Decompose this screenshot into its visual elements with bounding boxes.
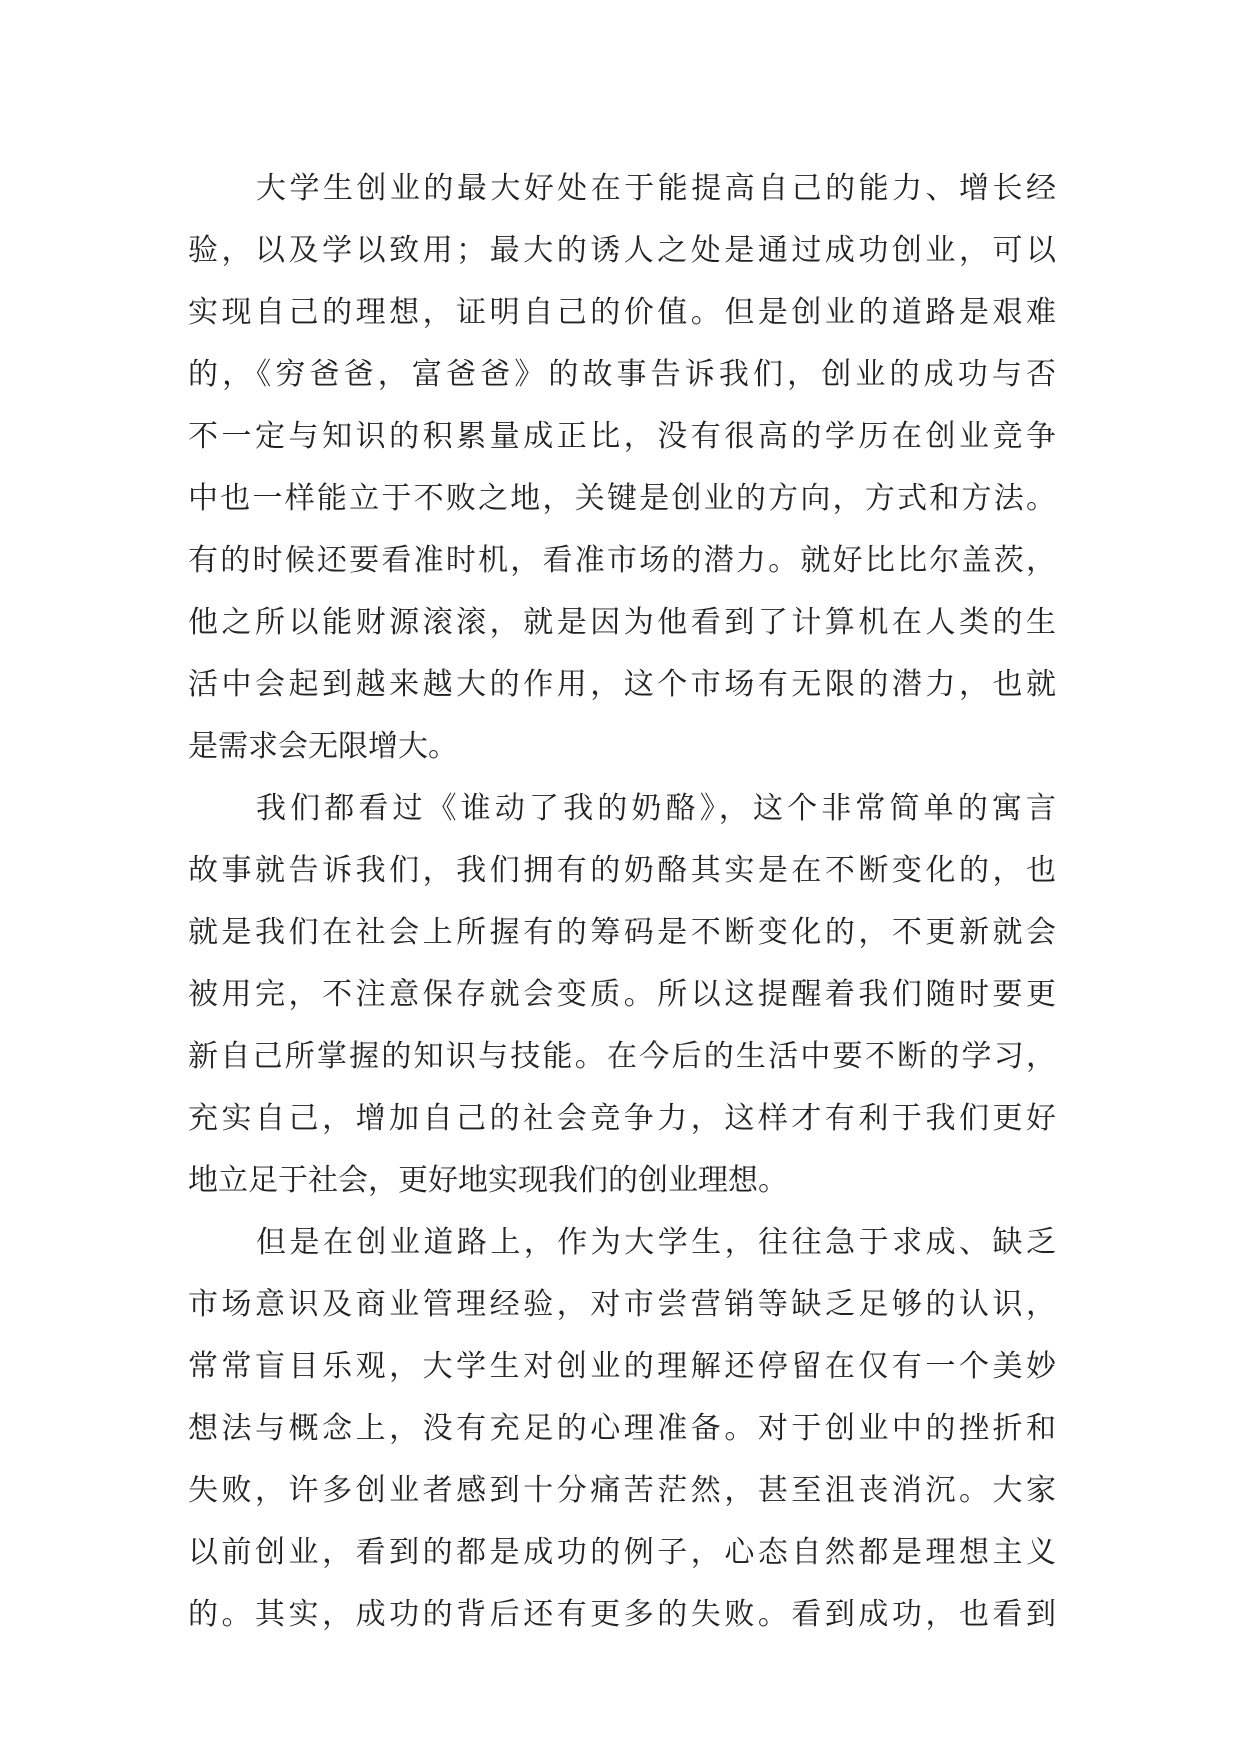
paragraph-1-line-4: 的，《穷爸爸，富爸爸》的故事告诉我们，创业的成功与否 bbox=[188, 357, 1056, 392]
paragraph-2-line-1: 我们都看过《谁动了我的奶酪》，这个非常简单的寓言 bbox=[256, 791, 1056, 826]
paragraph-1-line-9: 活中会起到越来越大的作用，这个市场有无限的潜力，也就 bbox=[188, 667, 1056, 702]
paragraph-3-line-6: 以前创业，看到的都是成功的例子，心态自然都是理想主义 bbox=[188, 1535, 1056, 1570]
paragraph-1-line-7: 有的时候还要看准时机，看准市场的潜力。就好比比尔盖茨， bbox=[188, 543, 1056, 578]
paragraph-2-line-7: 地立足于社会，更好地实现我们的创业理想。 bbox=[188, 1163, 788, 1198]
paragraph-1-line-6: 中也一样能立于不败之地，关键是创业的方向，方式和方法。 bbox=[188, 481, 1056, 516]
paragraph-3-line-2: 市场意识及商业管理经验，对市尝营销等缺乏足够的认识， bbox=[188, 1287, 1056, 1322]
paragraph-1-line-5: 不一定与知识的积累量成正比，没有很高的学历在创业竞争 bbox=[188, 419, 1056, 454]
paragraph-3-line-1: 但是在创业道路上，作为大学生，往往急于求成、缺乏 bbox=[256, 1225, 1056, 1260]
paragraph-3-line-3: 常常盲目乐观，大学生对创业的理解还停留在仅有一个美妙 bbox=[188, 1349, 1056, 1384]
body-text bbox=[188, 158, 1056, 1646]
paragraph-3-line-5: 失败，许多创业者感到十分痛苦茫然，甚至沮丧消沉。大家 bbox=[188, 1473, 1056, 1508]
paragraph-1-line-1: 大学生创业的最大好处在于能提高自己的能力、增长经 bbox=[256, 171, 1056, 206]
paragraph-3-line-7: 的。其实，成功的背后还有更多的失败。看到成功，也看到 bbox=[188, 1597, 1056, 1632]
paragraph-2-line-2: 故事就告诉我们，我们拥有的奶酪其实是在不断变化的，也 bbox=[188, 853, 1056, 888]
paragraph-2-line-3: 就是我们在社会上所握有的筹码是不断变化的，不更新就会 bbox=[188, 915, 1056, 950]
paragraph-1-line-2: 验，以及学以致用；最大的诱人之处是通过成功创业，可以 bbox=[188, 233, 1056, 268]
paragraph-2-line-5: 新自己所掌握的知识与技能。在今后的生活中要不断的学习， bbox=[188, 1039, 1056, 1074]
paragraph-1-line-8: 他之所以能财源滚滚，就是因为他看到了计算机在人类的生 bbox=[188, 605, 1056, 640]
paragraph-2-line-4: 被用完，不注意保存就会变质。所以这提醒着我们随时要更 bbox=[188, 977, 1056, 1012]
paragraph-2-line-6: 充实自己，增加自己的社会竞争力，这样才有利于我们更好 bbox=[188, 1101, 1056, 1136]
paragraph-1-line-10: 是需求会无限增大。 bbox=[188, 729, 458, 764]
paragraph-3-line-4: 想法与概念上，没有充足的心理准备。对于创业中的挫折和 bbox=[188, 1411, 1056, 1446]
paragraph-1-line-3: 实现自己的理想，证明自己的价值。但是创业的道路是艰难 bbox=[188, 295, 1056, 330]
